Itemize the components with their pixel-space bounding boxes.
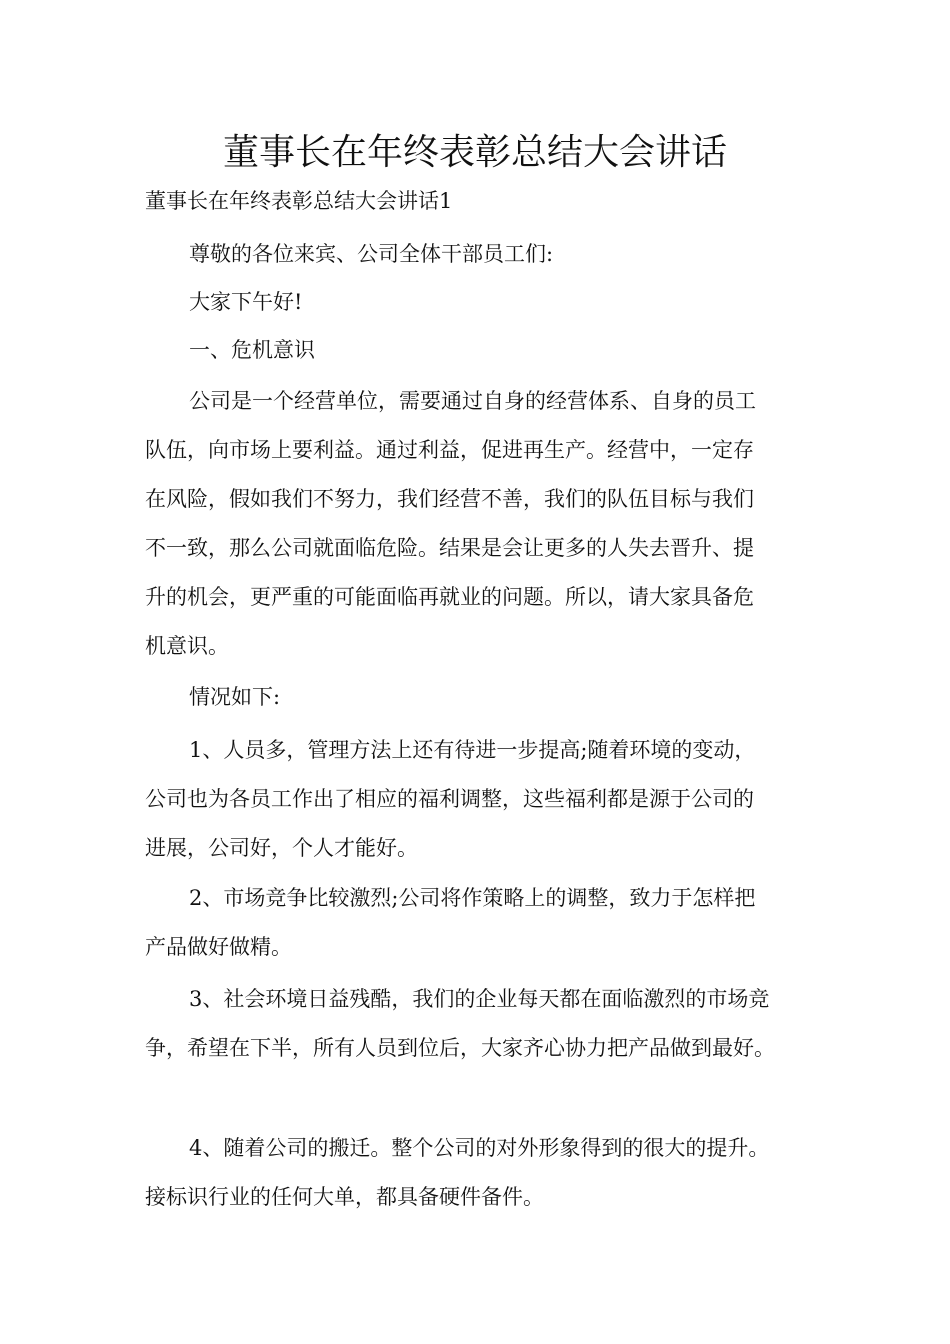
paragraph-line: 公司是一个经营单位，需要通过自身的经营体系、自身的员工 <box>189 389 756 413</box>
paragraph-line: 不一致，那么公司就面临危险。结果是会让更多的人失去晋升、提 <box>145 536 754 560</box>
greeting-line: 尊敬的各位来宾、公司全体干部员工们: <box>189 242 554 266</box>
document-subtitle: 董事长在年终表彰总结大会讲话1 <box>145 189 453 213</box>
document-title: 董事长在年终表彰总结大会讲话 <box>222 132 727 173</box>
paragraph-line: 在风险，假如我们不努力，我们经营不善，我们的队伍目标与我们 <box>145 487 754 511</box>
list-item-line: 产品做好做精。 <box>145 935 292 959</box>
paragraph-line: 机意识。 <box>145 634 229 658</box>
list-item-line: 接标识行业的任何大单，都具备硬件备件。 <box>145 1185 544 1209</box>
list-item-line: 4、随着公司的搬迁。整个公司的对外形象得到的很大的提升。 <box>189 1136 770 1160</box>
hello-line: 大家下午好! <box>189 290 303 314</box>
list-item-line: 3、社会环境日益残酷，我们的企业每天都在面临激烈的市场竞 <box>189 987 770 1011</box>
list-item-line: 2、市场竞争比较激烈;公司将作策略上的调整，致力于怎样把 <box>189 886 756 910</box>
situation-line: 情况如下: <box>189 685 281 709</box>
list-item-line: 进展，公司好，个人才能好。 <box>145 836 418 860</box>
paragraph-line: 队伍，向市场上要利益。通过利益，促进再生产。经营中，一定存 <box>145 438 754 462</box>
list-item-line: 争，希望在下半，所有人员到位后，大家齐心协力把产品做到最好。 <box>145 1036 775 1060</box>
list-item-line: 公司也为各员工作出了相应的福利调整，这些福利都是源于公司的 <box>145 787 754 811</box>
list-item-line: 1、人员多，管理方法上还有待进一步提高;随着环境的变动， <box>189 738 756 762</box>
paragraph-line: 升的机会，更严重的可能面临再就业的问题。所以，请大家具备危 <box>145 585 754 609</box>
section-heading-crisis: 一、危机意识 <box>189 338 315 362</box>
